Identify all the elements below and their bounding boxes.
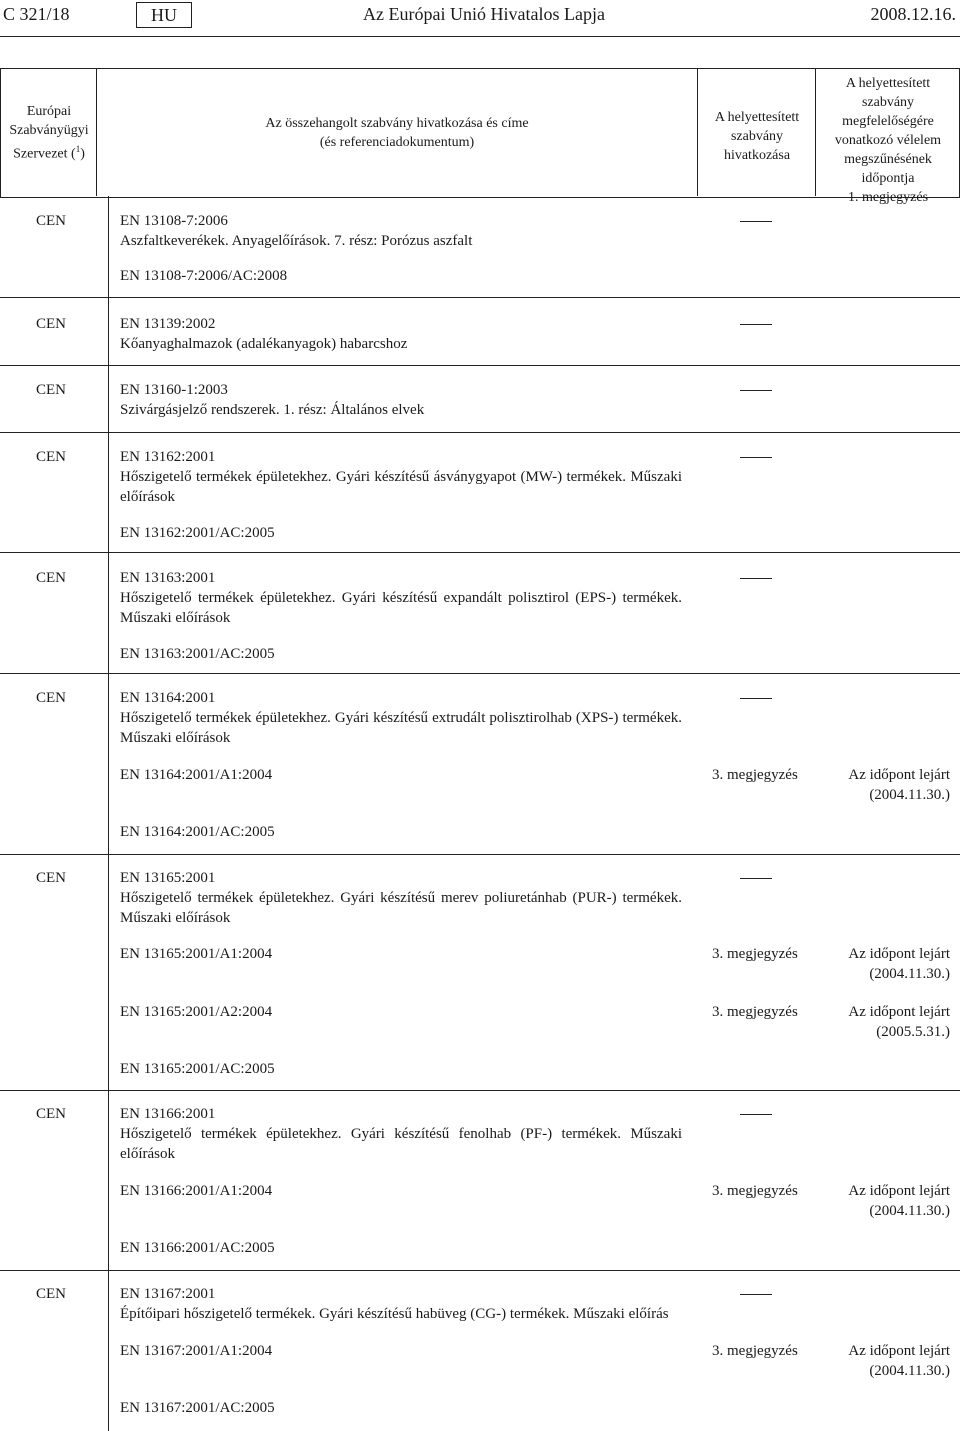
- row-separator: [0, 552, 960, 553]
- standard-ref: EN 13167:2001: [120, 1286, 216, 1302]
- publication-date: 2008.12.16.: [870, 4, 956, 24]
- expiry-date: Az időpont lejárt (2004.11.30.): [848, 946, 950, 982]
- org-cell: CEN: [36, 213, 66, 229]
- row-separator: [0, 854, 960, 855]
- standard-ref: EN 13166:2001: [120, 1106, 216, 1122]
- standard-ref: EN 13160-1:2003: [120, 382, 228, 398]
- page-reference: C 321/18: [3, 4, 70, 24]
- dash-placeholder: [740, 457, 772, 458]
- corrigendum-ref: EN 13163:2001/AC:2005: [120, 646, 275, 662]
- standard-ref: EN 13163:2001: [120, 570, 216, 586]
- corrigendum-ref: EN 13162:2001/AC:2005: [120, 525, 275, 541]
- standard-title: Kőanyaghalmazok (adalékanyagok) habarcshoz: [120, 336, 408, 352]
- org-cell: CEN: [36, 316, 66, 332]
- standard-ref: EN 13162:2001: [120, 449, 216, 465]
- corrigendum-ref: EN 13108-7:2006/AC:2008: [120, 268, 288, 284]
- amendment-ref: EN 13167:2001/A1:2004: [120, 1343, 273, 1359]
- row-separator: [0, 1090, 960, 1091]
- amendment-note: 3. megjegyzés: [712, 1004, 798, 1020]
- amendment-ref: EN 13165:2001/A2:2004: [120, 1004, 273, 1020]
- amendment-ref: EN 13164:2001/A1:2004: [120, 767, 273, 783]
- amendment-note: 3. megjegyzés: [712, 767, 798, 783]
- amendment-note: 3. megjegyzés: [712, 1343, 798, 1359]
- column-divider: [697, 68, 698, 196]
- corrigendum-ref: EN 13167:2001/AC:2005: [120, 1400, 275, 1416]
- standard-title: Hőszigetelő termékek épületekhez. Gyári készítésű expandált polisztirol (EPS-) termékek. Műszaki előírások: [120, 590, 682, 626]
- row-separator: [0, 432, 960, 433]
- org-cell: CEN: [36, 870, 66, 886]
- row-separator: [0, 673, 960, 674]
- corrigendum-ref: EN 13164:2001/AC:2005: [120, 824, 275, 840]
- dash-placeholder: [740, 390, 772, 391]
- standard-ref: EN 13139:2002: [120, 316, 216, 332]
- corrigendum-ref: EN 13166:2001/AC:2005: [120, 1240, 275, 1256]
- corrigendum-ref: EN 13165:2001/AC:2005: [120, 1061, 275, 1077]
- org-cell: CEN: [36, 382, 66, 398]
- standard-title: Szivárgásjelző rendszerek. 1. rész: Általános elvek: [120, 402, 425, 418]
- dash-placeholder: [740, 221, 772, 222]
- dash-placeholder: [740, 1114, 772, 1115]
- row-separator: [0, 297, 960, 298]
- org-cell: CEN: [36, 1106, 66, 1122]
- header-col-organisation: Európai Szabványügyi Szervezet ($^1$): [9, 104, 89, 162]
- standard-title: Hőszigetelő termékek épületekhez. Gyári készítésű extrudált polisztirolhab (XPS-) termékek. Műszaki előírások: [120, 710, 682, 746]
- standard-title: Hőszigetelő termékek épületekhez. Gyári készítésű ásványgyapot (MW-) termékek. Műszaki előírások: [120, 469, 682, 505]
- standard-ref: EN 13165:2001: [120, 870, 216, 886]
- header-col-superseded: A helyettesített szabvány hivatkozása: [714, 110, 800, 163]
- org-cell: CEN: [36, 690, 66, 706]
- header-rule: [0, 36, 960, 37]
- header-col-cessation-date: A helyettesített szabvány megfelelőségére vonatkozó vélelem megszűnésének időpontja 1. megjegyzés: [834, 76, 942, 205]
- amendment-note: 3. megjegyzés: [712, 946, 798, 962]
- expiry-date: Az időpont lejárt (2005.5.31.): [848, 1004, 950, 1040]
- standard-title: Építőipari hőszigetelő termékek. Gyári készítésű habüveg (CG-) termékek. Műszaki előírás: [120, 1306, 669, 1322]
- dash-placeholder: [740, 1294, 772, 1295]
- standard-title: Hőszigetelő termékek épületekhez. Gyári készítésű fenolhab (PF-) termékek. Műszaki előírások: [120, 1126, 682, 1162]
- header-col-standard: Az összehangolt szabvány hivatkozása és címe (és referenciadokumentum): [265, 116, 529, 150]
- column-divider: [108, 196, 109, 1431]
- dash-placeholder: [740, 698, 772, 699]
- column-divider: [815, 68, 816, 196]
- column-divider: [96, 68, 97, 196]
- amendment-note: 3. megjegyzés: [712, 1183, 798, 1199]
- standard-title: Aszfaltkeverékek. Anyagelőírások. 7. rész: Porózus aszfalt: [120, 233, 473, 249]
- org-cell: CEN: [36, 1286, 66, 1302]
- expiry-date: Az időpont lejárt (2004.11.30.): [848, 1183, 950, 1219]
- standard-ref: EN 13164:2001: [120, 690, 216, 706]
- row-separator: [0, 1270, 960, 1271]
- dash-placeholder: [740, 578, 772, 579]
- amendment-ref: EN 13166:2001/A1:2004: [120, 1183, 273, 1199]
- org-cell: CEN: [36, 449, 66, 465]
- expiry-date: Az időpont lejárt (2004.11.30.): [848, 767, 950, 803]
- row-separator: [0, 365, 960, 366]
- amendment-ref: EN 13165:2001/A1:2004: [120, 946, 273, 962]
- expiry-date: Az időpont lejárt (2004.11.30.): [848, 1343, 950, 1379]
- org-cell: CEN: [36, 570, 66, 586]
- standard-ref: EN 13108-7:2006: [120, 213, 228, 229]
- language-badge: HU: [136, 2, 192, 28]
- journal-title: Az Európai Unió Hivatalos Lapja: [363, 4, 605, 24]
- dash-placeholder: [740, 324, 772, 325]
- dash-placeholder: [740, 878, 772, 879]
- standard-title: Hőszigetelő termékek épületekhez. Gyári készítésű merev poliuretánhab (PUR-) termékek. Műszaki előírások: [120, 890, 682, 926]
